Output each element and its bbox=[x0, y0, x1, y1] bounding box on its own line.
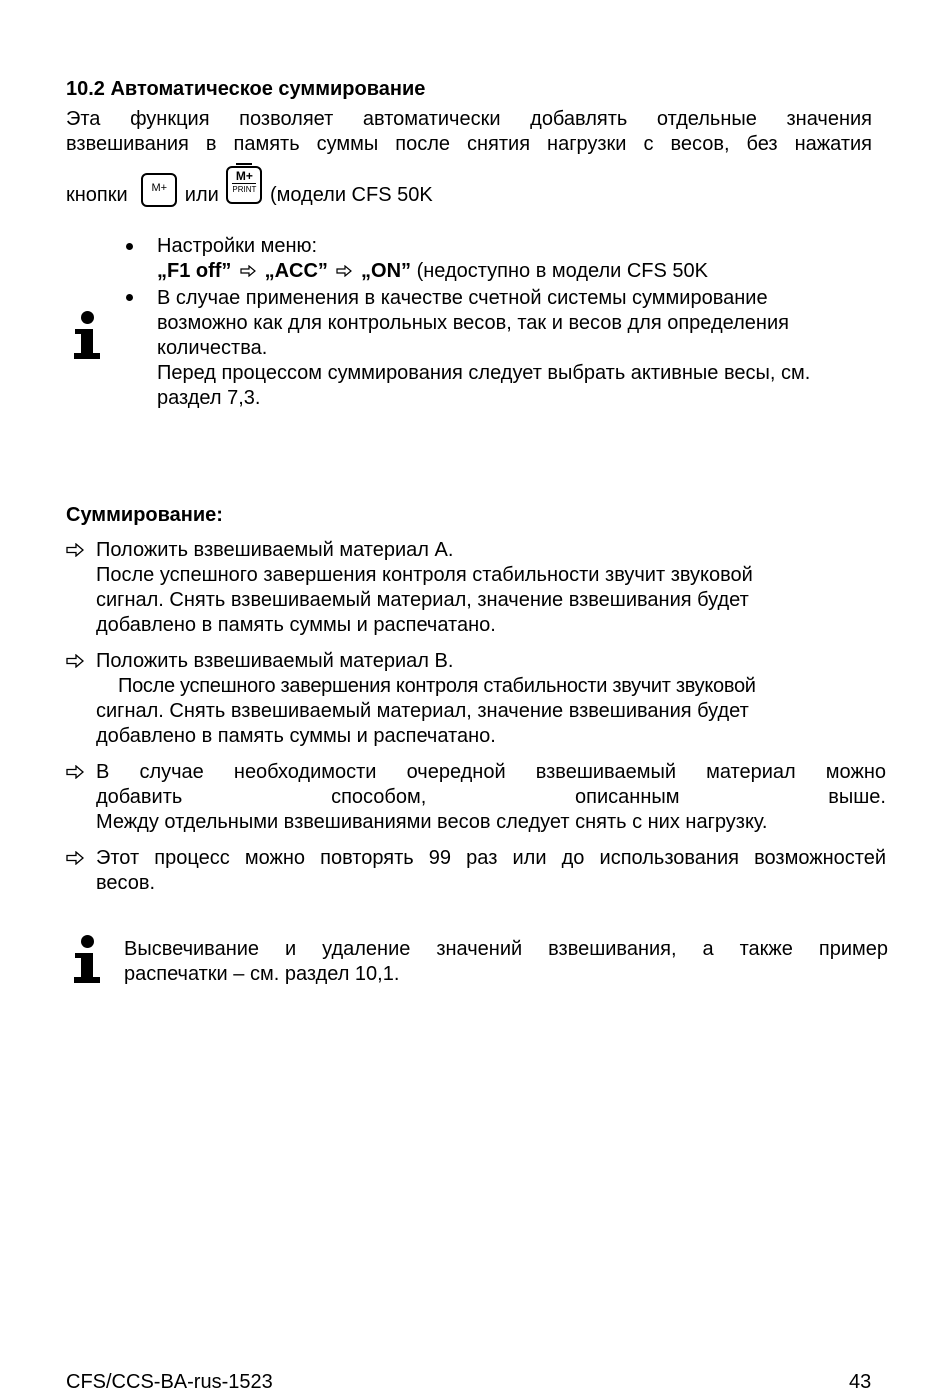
step-arrow-icon bbox=[66, 543, 84, 557]
step-1-line-4: добавлено в память суммы и распечатано. bbox=[96, 614, 496, 636]
intro-mid: или bbox=[184, 184, 219, 206]
info-icon bbox=[72, 935, 102, 985]
intro-line-2: взвешивания в память суммы после снятия нагрузки с весов, без нажатия bbox=[66, 133, 872, 155]
note-2-line-2: распечатки – см. раздел 10,1. bbox=[124, 963, 400, 985]
step-3-line-1: В случае необходимости очередной взвешиваемый материал можно bbox=[96, 761, 886, 783]
step-arrow-icon bbox=[66, 765, 84, 779]
note-bullet-2-line-1: В случае применения в качестве счетной системы суммирование bbox=[157, 287, 768, 309]
note-bullet-2-line-4: Перед процессом суммирования следует выбрать активные весы, см. bbox=[157, 362, 811, 384]
menu-on: „ON” bbox=[361, 260, 412, 282]
intro-suffix: (модели CFS 50K bbox=[269, 184, 433, 206]
arrow-right-icon bbox=[240, 265, 256, 277]
note-bullet-2-line-5: раздел 7,3. bbox=[157, 387, 261, 409]
step-arrow-icon bbox=[66, 654, 84, 668]
menu-f1-off: „F1 off” bbox=[157, 260, 232, 282]
note-2-line-1: Высвечивание и удаление значений взвешивания, а также пример bbox=[124, 938, 888, 960]
step-2-line-2: После успешного завершения контроля стабильности звучит звуковой bbox=[118, 675, 756, 697]
info-icon bbox=[72, 311, 102, 361]
step-1-line-2: После успешного завершения контроля стабильности звучит звуковой bbox=[96, 564, 753, 586]
arrow-right-icon bbox=[336, 265, 352, 277]
intro-prefix: кнопки bbox=[66, 184, 128, 206]
note-bullet-2-line-2: возможно как для контрольных весов, так и весов для определения bbox=[157, 312, 789, 334]
intro-line-1: Эта функция позволяет автоматически добавлять отдельные значения bbox=[66, 108, 872, 130]
bullet-dot-icon bbox=[126, 243, 133, 250]
m-plus-print-key-top-label: M+ bbox=[235, 169, 253, 183]
step-3-line-3: Между отдельными взвешиваниями весов следует снять с них нагрузку. bbox=[96, 811, 768, 833]
step-1-line-1: Положить взвешиваемый материал А. bbox=[96, 539, 454, 561]
m-plus-print-key-bottom-label: PRINT bbox=[232, 185, 257, 194]
m-plus-key-icon bbox=[141, 173, 177, 207]
step-4-line-2: весов. bbox=[96, 872, 156, 894]
note-bullet-2-line-3: количества. bbox=[157, 337, 268, 359]
m-plus-key-label: M+ bbox=[151, 182, 168, 194]
intro-line-3 bbox=[66, 166, 872, 208]
step-4-line-1: Этот процесс можно повторять 99 раз или до использования возможностей bbox=[96, 847, 886, 869]
section-title: 10.2 Автоматическое суммирование bbox=[66, 78, 426, 100]
step-3-line-2: добавить способом, описанным выше. bbox=[96, 786, 886, 808]
step-2-line-3: сигнал. Снять взвешиваемый материал, значение взвешивания будет bbox=[96, 700, 749, 722]
footer-page-number: 43 bbox=[849, 1371, 872, 1393]
note-bullet-1-line-2 bbox=[157, 259, 708, 284]
step-2-line-1: Положить взвешиваемый материал В. bbox=[96, 650, 454, 672]
menu-acc: „ACC” bbox=[264, 260, 328, 282]
step-arrow-icon bbox=[66, 851, 84, 865]
step-2-line-4: добавлено в память суммы и распечатано. bbox=[96, 725, 496, 747]
footer-doc-id: CFS/CCS-BA-rus-1523 bbox=[66, 1371, 273, 1393]
step-1-line-3: сигнал. Снять взвешиваемый материал, значение взвешивания будет bbox=[96, 589, 749, 611]
sum-heading: Суммирование: bbox=[66, 504, 223, 526]
bullet-dot-icon bbox=[126, 294, 133, 301]
m-plus-print-key-icon bbox=[226, 166, 262, 204]
note-bullet-1-line-1: Настройки меню: bbox=[157, 235, 318, 257]
menu-tail: (недоступно в модели CFS 50K bbox=[416, 260, 708, 282]
